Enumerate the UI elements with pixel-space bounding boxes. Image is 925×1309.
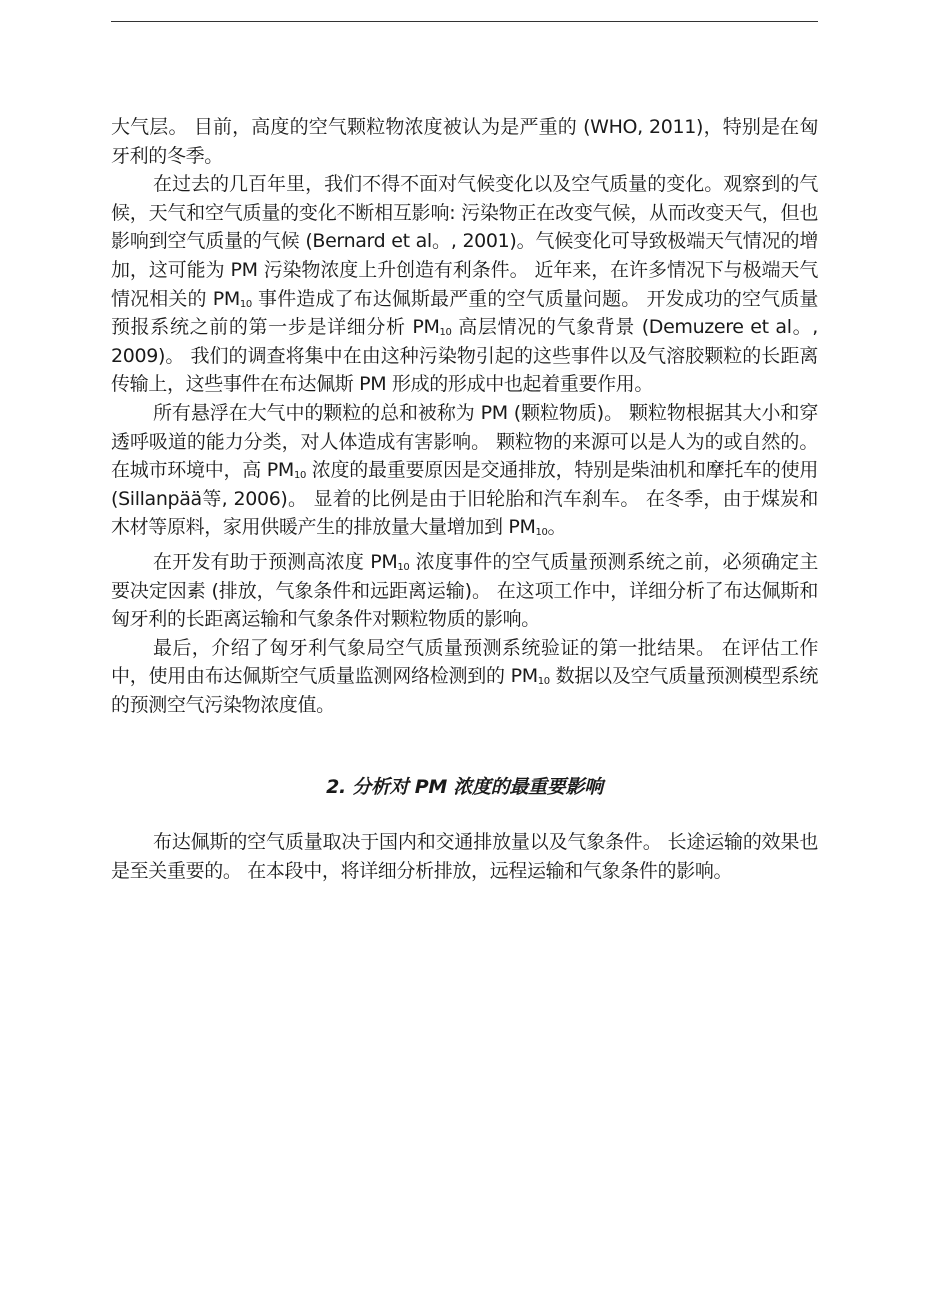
intro-paragraphs: [111, 113, 818, 719]
text-run: 布达佩斯的空气质量取决于国内和交通排放量以及气象条件。 长途运输的效果也是至关重要的。 在本段中，将详细分析排放，远程运输和气象条件的影响。: [111, 831, 818, 883]
text-run: 浓度事件的空气质量预测系统之前，必须确定主要决定因素 (排放，气象条件和远距离运输)。 在这项工作中，详细分析了布达佩斯和匈牙利的长距离运输和气象条件对颗粒物质的影响。: [111, 550, 818, 631]
text-run: 高层情况的气象背景 (Demuzere et al。, 2009)。 我们的调查将集中在由这种污染物引起的这些事件以及气溶胶颗粒的长距离传输上，这些事件在布达佩斯 PM 形成的形成中也起着重要作用。: [111, 316, 818, 396]
text-run: 最后，介绍了匈牙利气象局空气质量预测系统验证的第一批结果。 在评估工作中，使用由布达佩斯空气质量监测网络检测到的 PM: [111, 636, 818, 688]
header-rule: [111, 21, 818, 22]
section-heading: 2. 分析对 PM 浓度的最重要影响: [326, 776, 603, 799]
subscript-10: 10: [537, 676, 550, 688]
subscript-10: 10: [293, 470, 306, 482]
paragraph-p5: [111, 634, 818, 720]
document-body: [111, 113, 818, 886]
paragraph-p1: [111, 113, 818, 170]
section-paragraphs: [111, 828, 818, 885]
paragraph-p3: [111, 399, 818, 542]
text-run: 在过去的几百年里，我们不得不面对气候变化以及空气质量的变化。观察到的气候，天气和空气质量的变化不断相互影响: 污染物正在改变气候，从而改变天气，但也影响到空气质量的气候 (Bernard et al。, 2001)。气候变化可导致极端天气情况的增加，这可能为 PM 污染物浓度上升创造有利条件。 近年来，在许多情况下与极端天气情况相关的 PM: [111, 173, 818, 310]
paragraph-p2: [111, 170, 818, 399]
text-run: 在开发有助于预测高浓度 PM: [153, 550, 398, 573]
paragraph-s2p1: [111, 828, 818, 885]
subscript-10: 10: [535, 527, 548, 539]
subscript-10: 10: [439, 327, 452, 339]
text-run: 所有悬浮在大气中的颗粒的总和被称为 PM (颗粒物质)。 颗粒物根据其大小和穿透呼吸道的能力分类，对人体造成有害影响。 颗粒物的来源可以是人为的或自然的。 在城市环境中，高 PM: [111, 401, 818, 482]
text-run: 。: [547, 516, 567, 539]
text-run: 数据以及空气质量预测模型系统的预测空气污染物浓度值。: [111, 665, 818, 716]
subscript-10: 10: [239, 298, 252, 310]
text-run: 事件造成了布达佩斯最严重的空气质量问题。 开发成功的空气质量预报系统之前的第一步是详细分析 PM: [111, 287, 819, 339]
text-run: 大气层。 目前，高度的空气颗粒物浓度被认为是严重的 (WHO, 2011)，特别是在匈牙利的冬季。: [111, 116, 818, 167]
subscript-10: 10: [397, 561, 410, 573]
text-run: 浓度的最重要原因是交通排放，特别是柴油机和摩托车的使用 (Sillanpää等, 2006)。 显着的比例是由于旧轮胎和汽车刹车。 在冬季，由于煤炭和木材等原料，家用供暖产生的排放量大量增加到 PM: [111, 459, 818, 539]
paragraph-p4: [111, 548, 818, 634]
